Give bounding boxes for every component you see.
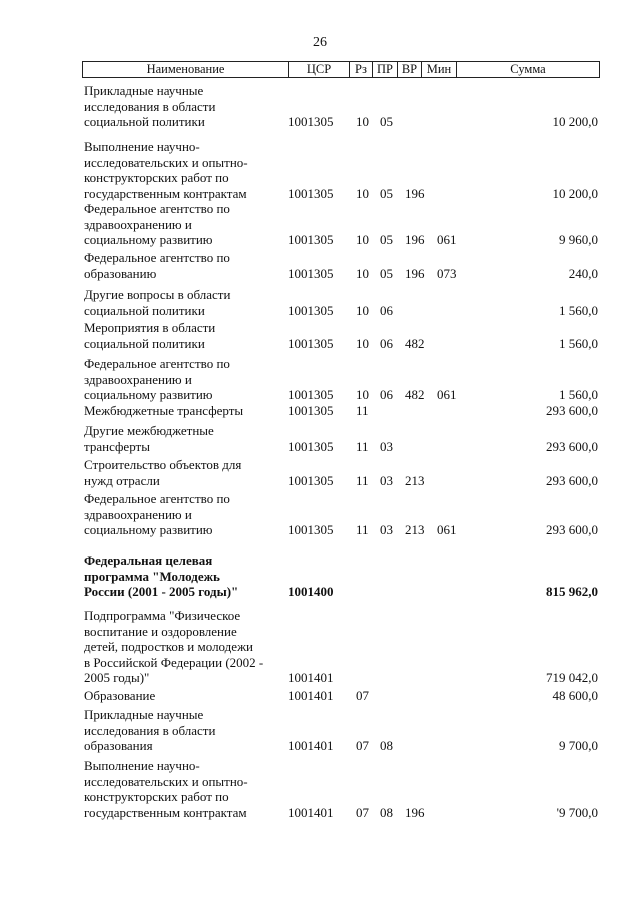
row-sum: 293 600,0 bbox=[546, 522, 598, 537]
row-pr: 08 bbox=[380, 738, 393, 753]
row-name: Мероприятия в области социальной политики bbox=[84, 320, 216, 351]
row-rz: 11 bbox=[356, 403, 369, 418]
row-pr: 03 bbox=[380, 438, 393, 454]
row-rz: 10 bbox=[356, 265, 369, 281]
row-vr: 196 bbox=[405, 265, 425, 281]
row-name: Федеральное агентство по здравоохранению и социальному развитию bbox=[84, 356, 230, 402]
row-name: Образование bbox=[84, 688, 156, 703]
row-name: Федеральное агентство по здравоохранению и социальному развитию bbox=[84, 491, 230, 537]
row-csr: 1001401 bbox=[288, 738, 334, 753]
header-vr: ВР bbox=[398, 62, 422, 77]
row-csr: 1001305 bbox=[288, 114, 334, 129]
row-sum: 293 600,0 bbox=[546, 472, 598, 488]
row-pr: 05 bbox=[380, 232, 393, 247]
row-sum: 293 600,0 bbox=[546, 403, 598, 418]
row-name: Другие межбюджетные трансферты bbox=[84, 423, 214, 454]
row-rz: 10 bbox=[356, 387, 369, 402]
row-name: Федеральное агентство по здравоохранению и социальному развитию bbox=[84, 201, 230, 247]
row-pr: 05 bbox=[380, 265, 393, 281]
row-rz: 07 bbox=[356, 688, 369, 703]
row-rz: 10 bbox=[356, 114, 369, 129]
row-min: 061 bbox=[437, 522, 457, 537]
header-name: Наименование bbox=[83, 62, 289, 77]
row-csr: 1001401 bbox=[288, 688, 334, 703]
row-sum: 9 700,0 bbox=[559, 738, 598, 753]
row-name: Федеральная целевая программа "Молодежь России (2001 - 2005 годы)" bbox=[84, 553, 239, 599]
row-rz: 07 bbox=[356, 738, 369, 753]
row-sum: 10 200,0 bbox=[552, 114, 598, 129]
row-csr: 1001400 bbox=[288, 584, 334, 599]
row-min: 061 bbox=[437, 232, 457, 247]
row-sum: 1 560,0 bbox=[559, 335, 598, 351]
row-sum: 1 560,0 bbox=[559, 302, 598, 318]
row-pr: 03 bbox=[380, 522, 393, 537]
row-vr: 213 bbox=[405, 472, 425, 488]
row-sum: 9 960,0 bbox=[559, 232, 598, 247]
row-name: Подпрограмма "Физическое воспитание и оздоровление детей, подростков и молодежи в Российской Федерации (2002 - 2005 годы)" bbox=[84, 608, 264, 685]
table-header bbox=[82, 61, 600, 78]
row-pr: 03 bbox=[380, 472, 393, 488]
row-sum: 719 042,0 bbox=[546, 670, 598, 685]
row-name: Выполнение научно- исследовательских и опытно- конструкторских работ по государственным контрактам bbox=[84, 758, 248, 820]
header-csr: ЦСР bbox=[289, 62, 350, 77]
row-pr: 05 bbox=[380, 185, 393, 201]
row-pr: 06 bbox=[380, 302, 393, 318]
row-sum: 1 560,0 bbox=[559, 387, 598, 402]
header-min: Мин bbox=[422, 62, 457, 77]
row-csr: 1001305 bbox=[288, 387, 334, 402]
row-pr: 05 bbox=[380, 114, 393, 129]
row-vr: 482 bbox=[405, 387, 425, 402]
row-sum: 293 600,0 bbox=[546, 438, 598, 454]
row-csr: 1001305 bbox=[288, 522, 334, 537]
page-number: 26 bbox=[313, 35, 327, 50]
header-sum: Сумма bbox=[510, 62, 546, 76]
row-csr: 1001305 bbox=[288, 185, 334, 201]
row-csr: 1001305 bbox=[288, 472, 334, 488]
row-rz: 10 bbox=[356, 185, 369, 201]
row-name: Федеральное агентство по образованию bbox=[84, 250, 230, 281]
row-rz: 10 bbox=[356, 335, 369, 351]
row-rz: 10 bbox=[356, 302, 369, 318]
row-vr: 196 bbox=[405, 804, 425, 820]
row-sum: 815 962,0 bbox=[546, 584, 598, 599]
row-name: Строительство объектов для нужд отрасли bbox=[84, 457, 242, 488]
row-name: Выполнение научно- исследовательских и опытно- конструкторских работ по государственным контрактам bbox=[84, 139, 248, 201]
row-name: Межбюджетные трансферты bbox=[84, 403, 244, 418]
row-pr: 06 bbox=[380, 387, 393, 402]
row-csr: 1001401 bbox=[288, 670, 334, 685]
row-csr: 1001401 bbox=[288, 804, 334, 820]
row-rz: 10 bbox=[356, 232, 369, 247]
header-rz: Рз bbox=[350, 62, 373, 77]
row-vr: 196 bbox=[405, 185, 425, 201]
row-sum: '9 700,0 bbox=[556, 804, 598, 820]
row-name: Прикладные научные исследования в области образования bbox=[84, 707, 216, 753]
row-csr: 1001305 bbox=[288, 265, 334, 281]
row-csr: 1001305 bbox=[288, 232, 334, 247]
row-sum: 240,0 bbox=[568, 265, 598, 281]
row-sum: 48 600,0 bbox=[552, 688, 598, 703]
row-rz: 07 bbox=[356, 804, 369, 820]
row-min: 061 bbox=[437, 387, 457, 402]
header-pr: ПР bbox=[373, 62, 398, 77]
row-min: 073 bbox=[437, 265, 457, 281]
row-vr: 482 bbox=[405, 335, 425, 351]
row-csr: 1001305 bbox=[288, 335, 334, 351]
row-name: Прикладные научные исследования в области социальной политики bbox=[84, 83, 216, 129]
row-vr: 196 bbox=[405, 232, 425, 247]
row-name: Другие вопросы в области социальной политики bbox=[84, 287, 231, 318]
row-csr: 1001305 bbox=[288, 403, 334, 418]
row-rz: 11 bbox=[356, 522, 369, 537]
row-rz: 11 bbox=[356, 472, 369, 488]
row-csr: 1001305 bbox=[288, 438, 334, 454]
row-pr: 06 bbox=[380, 335, 393, 351]
row-pr: 08 bbox=[380, 804, 393, 820]
row-vr: 213 bbox=[405, 522, 425, 537]
row-rz: 11 bbox=[356, 438, 369, 454]
row-csr: 1001305 bbox=[288, 302, 334, 318]
row-sum: 10 200,0 bbox=[552, 185, 598, 201]
